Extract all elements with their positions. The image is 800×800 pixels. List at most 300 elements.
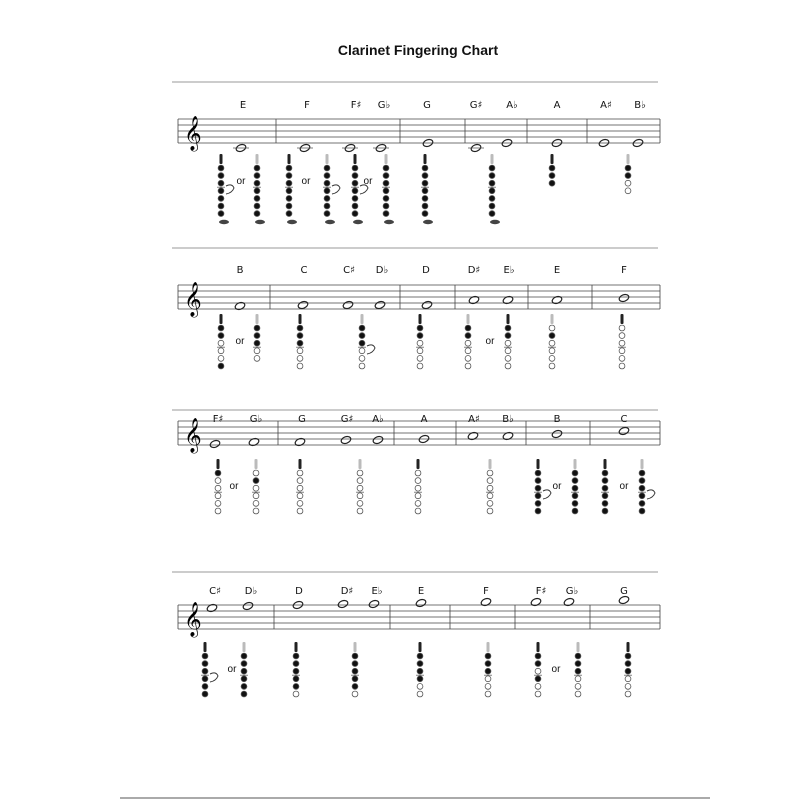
open-hole bbox=[505, 348, 511, 354]
register-key bbox=[507, 314, 510, 324]
register-key bbox=[621, 314, 624, 324]
open-hole bbox=[417, 340, 423, 346]
open-hole bbox=[352, 691, 358, 697]
open-hole bbox=[487, 470, 493, 476]
closed-hole bbox=[505, 333, 511, 339]
closed-hole bbox=[293, 668, 299, 674]
fingering-diagram bbox=[358, 314, 375, 369]
open-hole bbox=[415, 470, 421, 476]
register-key bbox=[256, 154, 259, 164]
open-hole bbox=[619, 348, 625, 354]
closed-hole bbox=[241, 691, 247, 697]
note-label: E bbox=[239, 100, 247, 111]
fingering-diagram bbox=[323, 154, 340, 224]
closed-hole bbox=[417, 325, 423, 331]
whole-note bbox=[297, 300, 309, 309]
closed-hole bbox=[218, 325, 224, 331]
closed-hole bbox=[485, 653, 491, 659]
treble-clef-icon: 𝄞 bbox=[184, 116, 202, 151]
closed-hole bbox=[422, 211, 428, 217]
closed-hole bbox=[253, 478, 259, 484]
open-hole bbox=[487, 501, 493, 507]
pinky-key bbox=[490, 220, 500, 224]
closed-hole bbox=[383, 173, 389, 179]
closed-hole bbox=[202, 653, 208, 659]
closed-hole bbox=[215, 470, 221, 476]
whole-note bbox=[340, 435, 352, 444]
open-hole bbox=[549, 356, 555, 362]
closed-hole bbox=[485, 668, 491, 674]
register-key bbox=[288, 154, 291, 164]
closed-hole bbox=[352, 165, 358, 171]
register-key bbox=[299, 314, 302, 324]
note-label: E bbox=[553, 265, 561, 276]
closed-hole bbox=[286, 173, 292, 179]
register-key bbox=[354, 642, 357, 652]
note-label: D♯ bbox=[467, 265, 481, 276]
open-hole bbox=[293, 691, 299, 697]
closed-hole bbox=[359, 325, 365, 331]
open-hole bbox=[485, 684, 491, 690]
open-hole bbox=[487, 508, 493, 514]
note-label: A♭ bbox=[372, 414, 384, 425]
closed-hole bbox=[489, 211, 495, 217]
open-hole bbox=[297, 485, 303, 491]
closed-hole bbox=[352, 676, 358, 682]
whole-note bbox=[372, 435, 384, 444]
open-hole bbox=[619, 340, 625, 346]
fingering-diagram bbox=[416, 314, 424, 369]
fingering-diagram bbox=[534, 459, 551, 514]
register-key bbox=[491, 154, 494, 164]
closed-hole bbox=[639, 508, 645, 514]
fingering-diagram bbox=[534, 642, 542, 697]
closed-hole bbox=[352, 196, 358, 202]
open-hole bbox=[535, 691, 541, 697]
closed-hole bbox=[218, 196, 224, 202]
open-hole bbox=[535, 668, 541, 674]
closed-hole bbox=[549, 165, 555, 171]
open-hole bbox=[297, 348, 303, 354]
page-title: Clarinet Fingering Chart bbox=[337, 42, 499, 58]
closed-hole bbox=[625, 668, 631, 674]
whole-note bbox=[209, 439, 221, 448]
pinky-key bbox=[287, 220, 297, 224]
closed-hole bbox=[489, 173, 495, 179]
closed-hole bbox=[352, 180, 358, 186]
open-hole bbox=[415, 493, 421, 499]
closed-hole bbox=[572, 485, 578, 491]
register-key bbox=[220, 154, 223, 164]
closed-hole bbox=[417, 661, 423, 667]
closed-hole bbox=[293, 661, 299, 667]
note-label: B bbox=[236, 265, 244, 276]
closed-hole bbox=[505, 325, 511, 331]
closed-hole bbox=[489, 180, 495, 186]
note-label: G bbox=[620, 586, 628, 597]
closed-hole bbox=[241, 684, 247, 690]
closed-hole bbox=[202, 691, 208, 697]
closed-hole bbox=[202, 668, 208, 674]
open-hole bbox=[297, 356, 303, 362]
open-hole bbox=[253, 485, 259, 491]
open-hole bbox=[465, 340, 471, 346]
closed-hole bbox=[625, 165, 631, 171]
open-hole bbox=[625, 188, 631, 194]
closed-hole bbox=[254, 211, 260, 217]
fingering-diagram bbox=[296, 459, 304, 514]
open-hole bbox=[215, 508, 221, 514]
open-hole bbox=[465, 348, 471, 354]
closed-hole bbox=[535, 661, 541, 667]
note-label: G♭ bbox=[249, 414, 263, 425]
or-text: or bbox=[363, 176, 373, 187]
note-label: F♯ bbox=[350, 100, 362, 111]
whole-note bbox=[337, 599, 349, 608]
closed-hole bbox=[254, 173, 260, 179]
register-key bbox=[419, 642, 422, 652]
closed-hole bbox=[422, 196, 428, 202]
open-hole bbox=[254, 348, 260, 354]
open-hole bbox=[465, 356, 471, 362]
open-hole bbox=[575, 684, 581, 690]
side-key bbox=[210, 673, 218, 682]
closed-hole bbox=[465, 325, 471, 331]
closed-hole bbox=[218, 188, 224, 194]
open-hole bbox=[253, 493, 259, 499]
note-label: G♯ bbox=[469, 100, 483, 111]
closed-hole bbox=[489, 165, 495, 171]
note-label: B♭ bbox=[634, 100, 646, 111]
open-hole bbox=[359, 356, 365, 362]
pinky-key bbox=[384, 220, 394, 224]
treble-clef-icon: 𝄞 bbox=[184, 418, 202, 453]
closed-hole bbox=[286, 211, 292, 217]
fingering-diagram bbox=[549, 154, 555, 186]
open-hole bbox=[619, 356, 625, 362]
closed-hole bbox=[383, 196, 389, 202]
note-label: A bbox=[553, 100, 561, 111]
whole-note bbox=[551, 429, 563, 438]
open-hole bbox=[619, 325, 625, 331]
register-key bbox=[419, 314, 422, 324]
closed-hole bbox=[324, 203, 330, 209]
register-key bbox=[551, 154, 554, 164]
closed-hole bbox=[535, 470, 541, 476]
side-key bbox=[367, 345, 375, 354]
treble-clef-icon: 𝄞 bbox=[184, 602, 202, 637]
side-key bbox=[647, 490, 655, 499]
whole-note bbox=[618, 293, 630, 302]
note-label: E♭ bbox=[371, 586, 383, 597]
fingering-diagram bbox=[464, 314, 472, 369]
closed-hole bbox=[575, 653, 581, 659]
treble-clef-icon: 𝄞 bbox=[184, 282, 202, 317]
register-key bbox=[417, 459, 420, 469]
fingering-diagram bbox=[601, 459, 609, 514]
closed-hole bbox=[639, 501, 645, 507]
closed-hole bbox=[465, 333, 471, 339]
open-hole bbox=[485, 676, 491, 682]
open-hole bbox=[218, 348, 224, 354]
closed-hole bbox=[359, 340, 365, 346]
closed-hole bbox=[293, 684, 299, 690]
closed-hole bbox=[352, 661, 358, 667]
closed-hole bbox=[359, 333, 365, 339]
fingering-diagram bbox=[486, 459, 494, 514]
closed-hole bbox=[625, 661, 631, 667]
closed-hole bbox=[286, 165, 292, 171]
fingering-diagram bbox=[214, 459, 222, 514]
closed-hole bbox=[297, 340, 303, 346]
open-hole bbox=[465, 363, 471, 369]
or-text: or bbox=[236, 176, 246, 187]
closed-hole bbox=[241, 653, 247, 659]
fingering-diagram bbox=[253, 314, 261, 361]
pinky-key bbox=[255, 220, 265, 224]
register-key bbox=[537, 642, 540, 652]
side-key bbox=[332, 185, 340, 194]
note-label: A♯ bbox=[600, 100, 612, 111]
open-hole bbox=[254, 356, 260, 362]
open-hole bbox=[417, 691, 423, 697]
closed-hole bbox=[352, 173, 358, 179]
open-hole bbox=[575, 676, 581, 682]
closed-hole bbox=[625, 653, 631, 659]
open-hole bbox=[215, 478, 221, 484]
closed-hole bbox=[297, 333, 303, 339]
open-hole bbox=[297, 493, 303, 499]
closed-hole bbox=[202, 661, 208, 667]
closed-hole bbox=[286, 203, 292, 209]
closed-hole bbox=[422, 188, 428, 194]
closed-hole bbox=[383, 165, 389, 171]
open-hole bbox=[218, 340, 224, 346]
closed-hole bbox=[575, 661, 581, 667]
closed-hole bbox=[218, 211, 224, 217]
fingering-diagram bbox=[488, 154, 500, 224]
closed-hole bbox=[293, 676, 299, 682]
note-label: G♯ bbox=[340, 414, 354, 425]
closed-hole bbox=[218, 173, 224, 179]
closed-hole bbox=[602, 470, 608, 476]
pinky-key bbox=[219, 220, 229, 224]
open-hole bbox=[253, 470, 259, 476]
open-hole bbox=[215, 501, 221, 507]
whole-note bbox=[374, 300, 386, 309]
note-label: G♭ bbox=[377, 100, 391, 111]
closed-hole bbox=[535, 493, 541, 499]
fingering-diagram bbox=[421, 154, 433, 224]
open-hole bbox=[575, 691, 581, 697]
closed-hole bbox=[602, 501, 608, 507]
open-hole bbox=[357, 485, 363, 491]
closed-hole bbox=[572, 470, 578, 476]
closed-hole bbox=[602, 493, 608, 499]
note-label: A bbox=[420, 414, 428, 425]
whole-note bbox=[415, 598, 427, 607]
fingering-diagram bbox=[504, 314, 512, 369]
note-label: F bbox=[621, 265, 627, 276]
closed-hole bbox=[202, 676, 208, 682]
register-key bbox=[551, 314, 554, 324]
open-hole bbox=[625, 676, 631, 682]
closed-hole bbox=[383, 188, 389, 194]
register-key bbox=[359, 459, 362, 469]
closed-hole bbox=[417, 668, 423, 674]
closed-hole bbox=[602, 508, 608, 514]
fingering-diagram bbox=[624, 642, 632, 697]
fingering-diagram bbox=[296, 314, 304, 369]
closed-hole bbox=[293, 653, 299, 659]
note-label: E bbox=[417, 586, 425, 597]
open-hole bbox=[505, 356, 511, 362]
closed-hole bbox=[254, 203, 260, 209]
closed-hole bbox=[549, 173, 555, 179]
closed-hole bbox=[254, 180, 260, 186]
open-hole bbox=[415, 485, 421, 491]
fingering-diagram bbox=[484, 642, 492, 697]
open-hole bbox=[357, 493, 363, 499]
note-label: B♭ bbox=[502, 414, 514, 425]
open-hole bbox=[297, 478, 303, 484]
note-label: E♭ bbox=[503, 265, 515, 276]
register-key bbox=[424, 154, 427, 164]
register-key bbox=[295, 642, 298, 652]
open-hole bbox=[535, 684, 541, 690]
closed-hole bbox=[535, 501, 541, 507]
whole-note bbox=[242, 601, 254, 610]
closed-hole bbox=[254, 325, 260, 331]
closed-hole bbox=[324, 211, 330, 217]
register-key bbox=[354, 154, 357, 164]
open-hole bbox=[619, 363, 625, 369]
open-hole bbox=[415, 478, 421, 484]
open-hole bbox=[357, 508, 363, 514]
closed-hole bbox=[489, 203, 495, 209]
closed-hole bbox=[254, 165, 260, 171]
note-label: D bbox=[422, 265, 430, 276]
closed-hole bbox=[549, 180, 555, 186]
whole-note bbox=[421, 300, 433, 309]
closed-hole bbox=[625, 173, 631, 179]
fingering-diagram bbox=[285, 154, 297, 224]
fingering-diagram bbox=[201, 642, 218, 697]
fingering-diagram bbox=[638, 459, 655, 514]
open-hole bbox=[417, 684, 423, 690]
closed-hole bbox=[352, 653, 358, 659]
open-hole bbox=[359, 348, 365, 354]
open-hole bbox=[218, 356, 224, 362]
staff-system bbox=[172, 248, 660, 369]
open-hole bbox=[297, 363, 303, 369]
closed-hole bbox=[572, 493, 578, 499]
closed-hole bbox=[352, 668, 358, 674]
closed-hole bbox=[572, 501, 578, 507]
closed-hole bbox=[383, 211, 389, 217]
closed-hole bbox=[572, 478, 578, 484]
note-label: C♯ bbox=[209, 586, 221, 597]
or-text: or bbox=[619, 481, 629, 492]
register-key bbox=[299, 459, 302, 469]
closed-hole bbox=[422, 165, 428, 171]
closed-hole bbox=[422, 180, 428, 186]
open-hole bbox=[417, 363, 423, 369]
fingering-diagram bbox=[414, 459, 422, 514]
note-label: G bbox=[423, 100, 431, 111]
closed-hole bbox=[324, 173, 330, 179]
open-hole bbox=[549, 348, 555, 354]
fingering-diagram bbox=[240, 642, 248, 697]
note-label: G bbox=[298, 414, 306, 425]
closed-hole bbox=[639, 485, 645, 491]
fingering-diagram bbox=[416, 642, 424, 697]
open-hole bbox=[549, 340, 555, 346]
open-hole bbox=[253, 501, 259, 507]
or-text: or bbox=[229, 481, 239, 492]
or-text: or bbox=[235, 336, 245, 347]
closed-hole bbox=[202, 684, 208, 690]
open-hole bbox=[357, 470, 363, 476]
note-label: A♭ bbox=[506, 100, 518, 111]
pinky-key bbox=[423, 220, 433, 224]
open-hole bbox=[253, 508, 259, 514]
fingering-diagram bbox=[548, 314, 556, 369]
open-hole bbox=[625, 691, 631, 697]
closed-hole bbox=[535, 653, 541, 659]
closed-hole bbox=[485, 661, 491, 667]
open-hole bbox=[625, 684, 631, 690]
open-hole bbox=[487, 485, 493, 491]
fingering-diagram bbox=[574, 642, 582, 697]
closed-hole bbox=[254, 340, 260, 346]
note-label: F bbox=[483, 586, 489, 597]
closed-hole bbox=[549, 333, 555, 339]
open-hole bbox=[415, 501, 421, 507]
closed-hole bbox=[286, 196, 292, 202]
closed-hole bbox=[417, 333, 423, 339]
closed-hole bbox=[575, 668, 581, 674]
register-key bbox=[385, 154, 388, 164]
or-text: or bbox=[552, 481, 562, 492]
closed-hole bbox=[489, 188, 495, 194]
register-key bbox=[467, 314, 470, 324]
fingering-diagram bbox=[625, 154, 631, 194]
closed-hole bbox=[417, 653, 423, 659]
closed-hole bbox=[639, 478, 645, 484]
fingering-diagram bbox=[356, 459, 364, 514]
closed-hole bbox=[489, 196, 495, 202]
closed-hole bbox=[535, 676, 541, 682]
closed-hole bbox=[602, 478, 608, 484]
fingering-diagram bbox=[292, 642, 300, 697]
open-hole bbox=[487, 478, 493, 484]
note-label: C bbox=[620, 414, 628, 425]
note-label: D♭ bbox=[244, 586, 258, 597]
register-key bbox=[487, 642, 490, 652]
closed-hole bbox=[417, 676, 423, 682]
register-key bbox=[361, 314, 364, 324]
note-label: F♯ bbox=[212, 414, 224, 425]
closed-hole bbox=[254, 196, 260, 202]
open-hole bbox=[625, 180, 631, 186]
closed-hole bbox=[535, 508, 541, 514]
open-hole bbox=[415, 508, 421, 514]
register-key bbox=[204, 642, 207, 652]
closed-hole bbox=[422, 173, 428, 179]
bottom-rule bbox=[120, 797, 710, 799]
closed-hole bbox=[241, 661, 247, 667]
